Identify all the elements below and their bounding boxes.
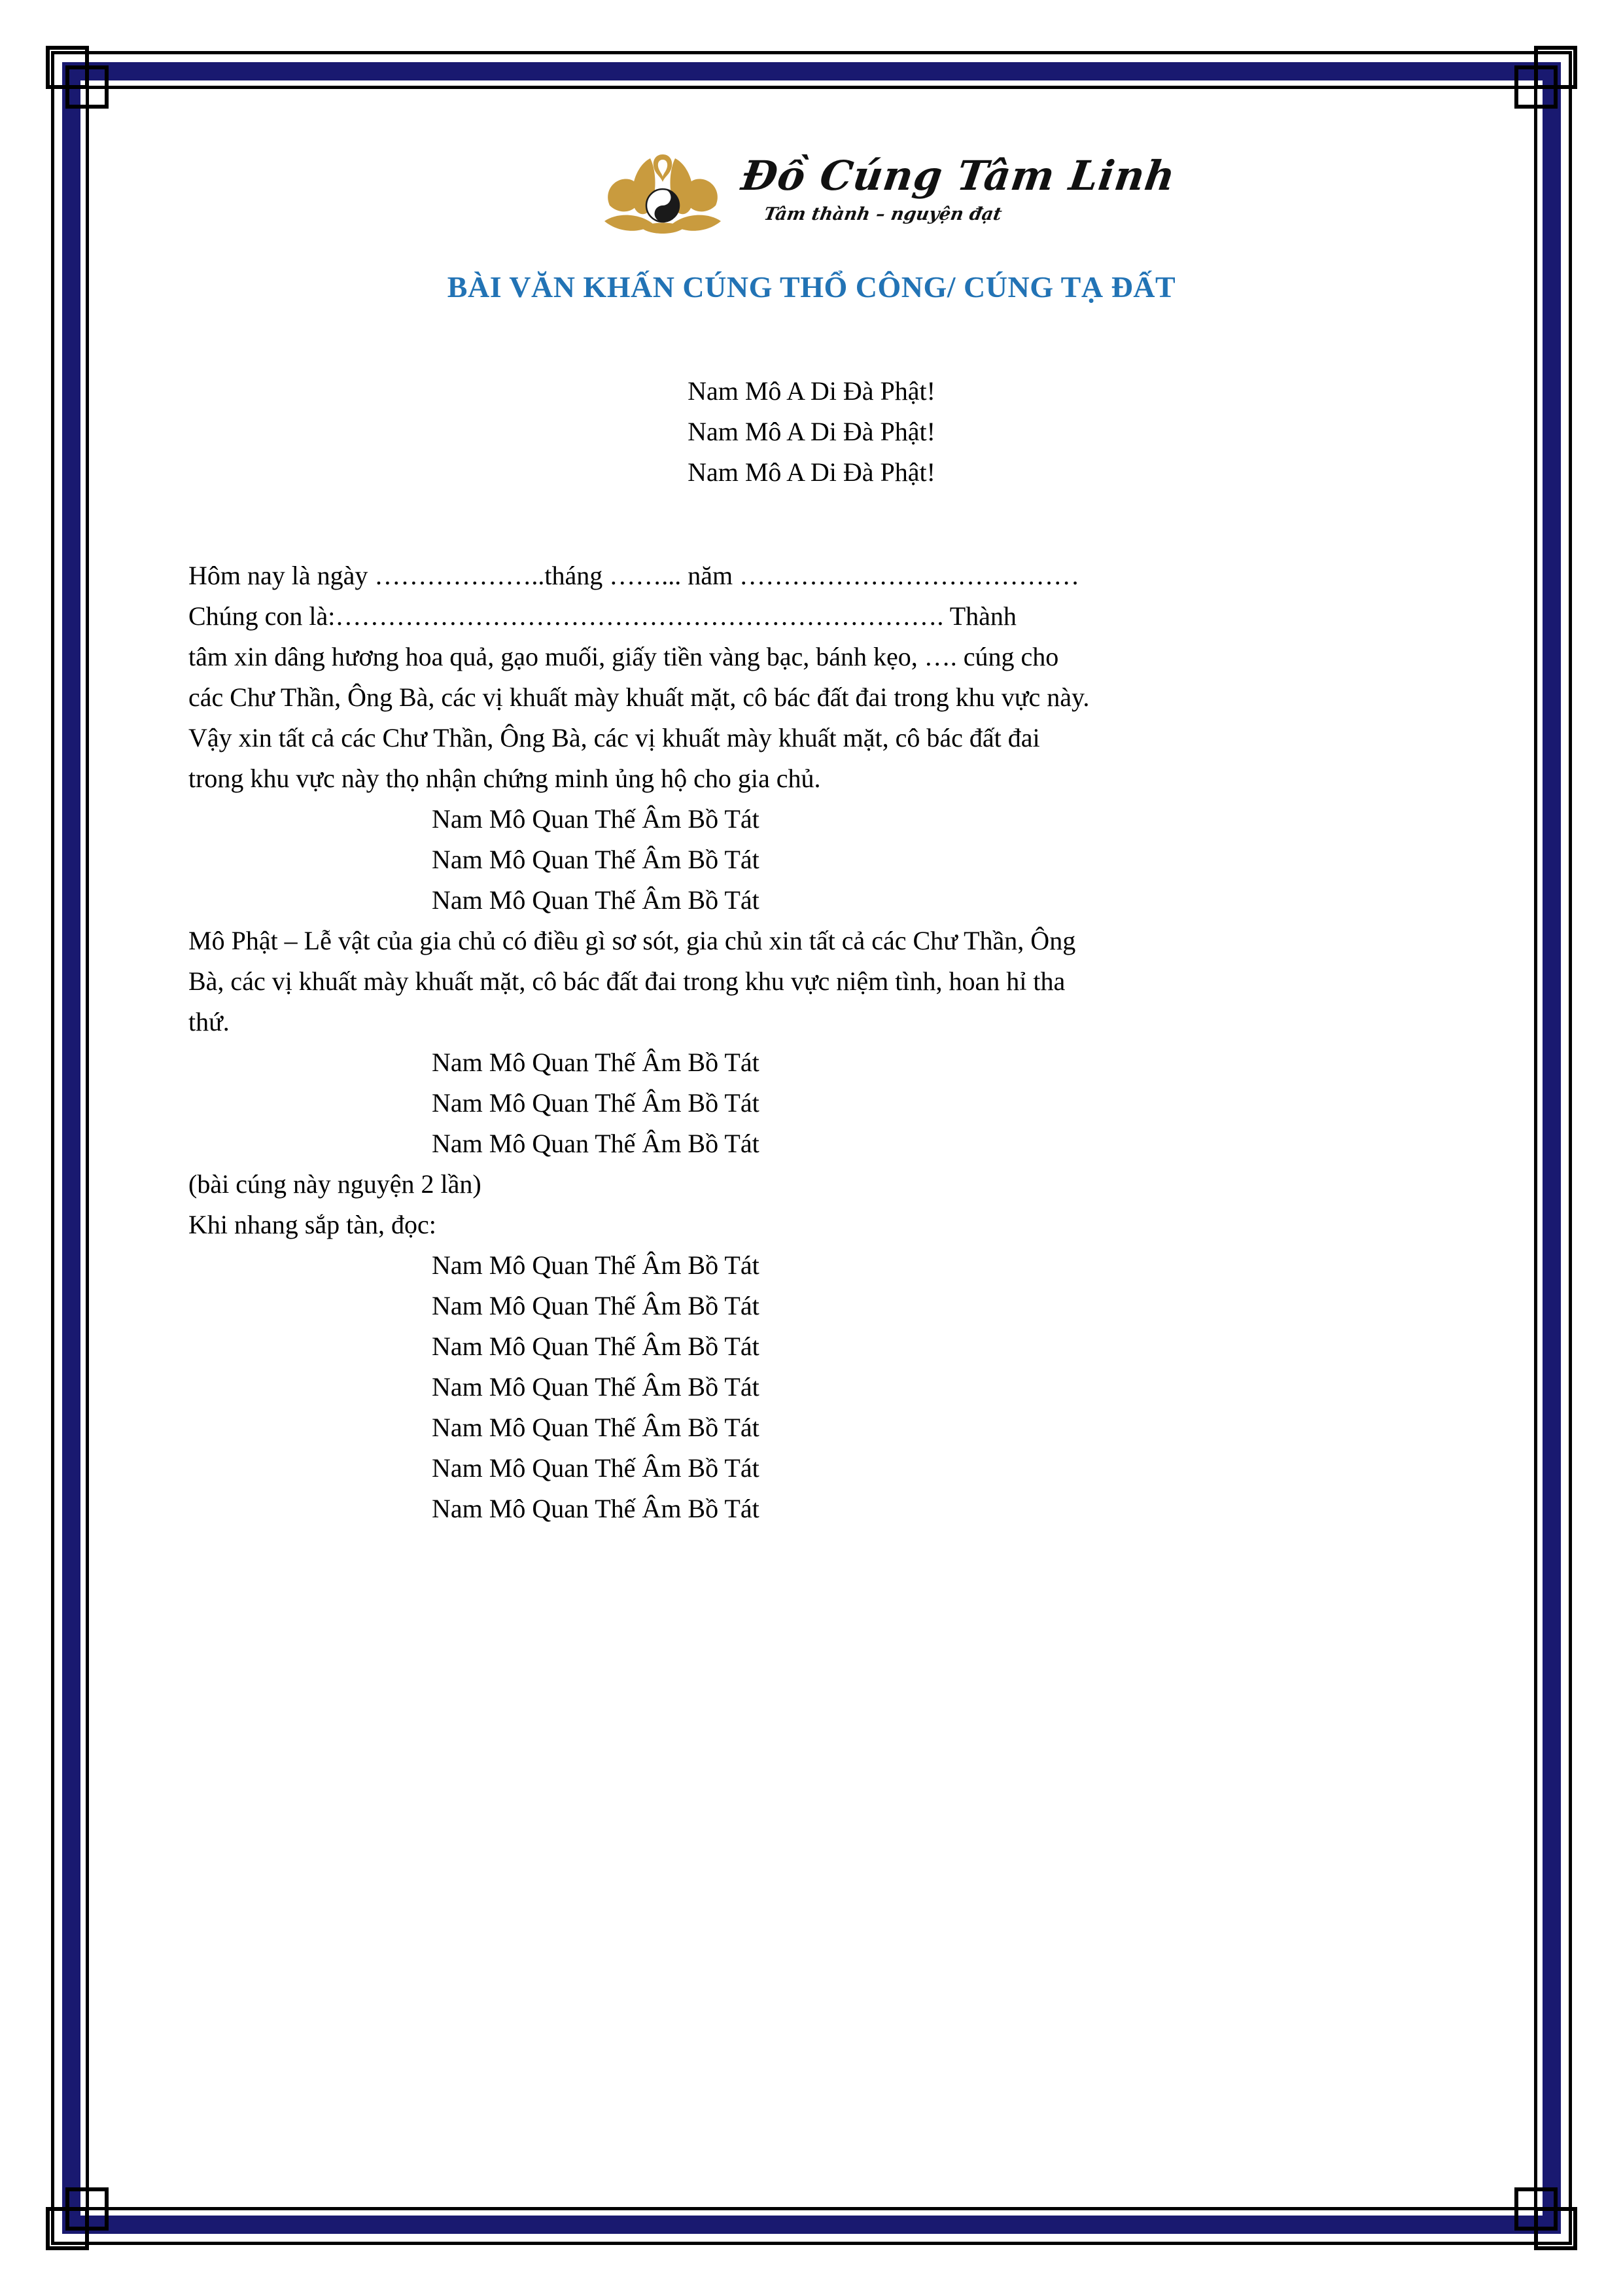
paragraph-line: thứ. xyxy=(188,1007,230,1036)
corner-square-inner xyxy=(65,65,109,109)
mantra-line: Nam Mô Quan Thế Âm Bồ Tát xyxy=(432,1413,759,1442)
mantra-line: Nam Mô Quan Thế Âm Bồ Tát xyxy=(432,885,759,915)
lotus-yinyang-icon xyxy=(601,143,725,241)
paragraph-line: Hôm nay là ngày ………………..tháng ……... năm ………………………………… xyxy=(188,561,1080,590)
corner-square-inner xyxy=(1514,65,1558,109)
document-content xyxy=(111,105,1512,2191)
corner-square-outer xyxy=(1534,2207,1577,2250)
mantra-line: Nam Mô Quan Thế Âm Bồ Tát xyxy=(432,1494,759,1523)
mantra-line: Nam Mô Quan Thế Âm Bồ Tát xyxy=(432,1291,759,1320)
page-title: BÀI VĂN KHẤN CÚNG THỔ CÔNG/ CÚNG TẠ ĐẤT xyxy=(447,270,1176,304)
brand-tagline-text: Tâm thành – nguyện đạt xyxy=(761,204,1003,224)
corner-square-outer xyxy=(1534,46,1577,89)
invocation-line: Nam Mô A Di Đà Phật! xyxy=(688,417,935,446)
corner-square-outer xyxy=(46,2207,89,2250)
paragraph-line: Bà, các vị khuất mày khuất mặt, cô bác đất đai trong khu vực niệm tình, hoan hỉ tha xyxy=(188,966,1066,996)
paragraph-line: trong khu vực này thọ nhận chứng minh ủng hộ cho gia chủ. xyxy=(188,764,821,793)
paragraph-line: Mô Phật – Lễ vật của gia chủ có điều gì sơ sót, gia chủ xin tất cả các Chư Thần, Ông xyxy=(188,926,1076,955)
mantra-line: Nam Mô Quan Thế Âm Bồ Tát xyxy=(432,1129,759,1158)
brand-name-text: Đồ Cúng Tâm Linh xyxy=(738,152,1179,200)
paragraph-line: các Chư Thần, Ông Bà, các vị khuất mày khuất mặt, cô bác đất đai trong khu vực này. xyxy=(188,682,1090,712)
document-body xyxy=(188,351,1435,1529)
mantra-line: Nam Mô Quan Thế Âm Bồ Tát xyxy=(432,804,759,834)
mantra-line: Nam Mô Quan Thế Âm Bồ Tát xyxy=(432,1453,759,1483)
incense-note: Khi nhang sắp tàn, đọc: xyxy=(188,1210,436,1239)
brand-logo xyxy=(188,136,1435,247)
mantra-line: Nam Mô Quan Thế Âm Bồ Tát xyxy=(432,1332,759,1361)
paragraph-line: Vậy xin tất cả các Chư Thần, Ông Bà, các vị khuất mày khuất mặt, cô bác đất đai xyxy=(188,723,1040,752)
mantra-line: Nam Mô Quan Thế Âm Bồ Tát xyxy=(432,845,759,874)
invocation-line: Nam Mô A Di Đà Phật! xyxy=(688,457,935,487)
paragraph-line: tâm xin dâng hương hoa quả, gạo muối, giấy tiền vàng bạc, bánh kẹo, …. cúng cho xyxy=(188,642,1059,671)
mantra-line: Nam Mô Quan Thế Âm Bồ Tát xyxy=(432,1088,759,1118)
corner-square-inner xyxy=(1514,2187,1558,2231)
mantra-line: Nam Mô Quan Thế Âm Bồ Tát xyxy=(432,1250,759,1280)
paragraph-line: Chúng con là:……………………………………………………………. Thành xyxy=(188,601,1017,631)
invocation-line: Nam Mô A Di Đà Phật! xyxy=(688,376,935,406)
corner-square-outer xyxy=(46,46,89,89)
mantra-line: Nam Mô Quan Thế Âm Bồ Tát xyxy=(432,1048,759,1077)
corner-square-inner xyxy=(65,2187,109,2231)
spacer xyxy=(188,493,1435,556)
mantra-line: Nam Mô Quan Thế Âm Bồ Tát xyxy=(432,1372,759,1402)
spacer xyxy=(188,351,1435,371)
brand-wordmark xyxy=(738,143,1179,241)
repeat-note: (bài cúng này nguyện 2 lần) xyxy=(188,1169,481,1199)
